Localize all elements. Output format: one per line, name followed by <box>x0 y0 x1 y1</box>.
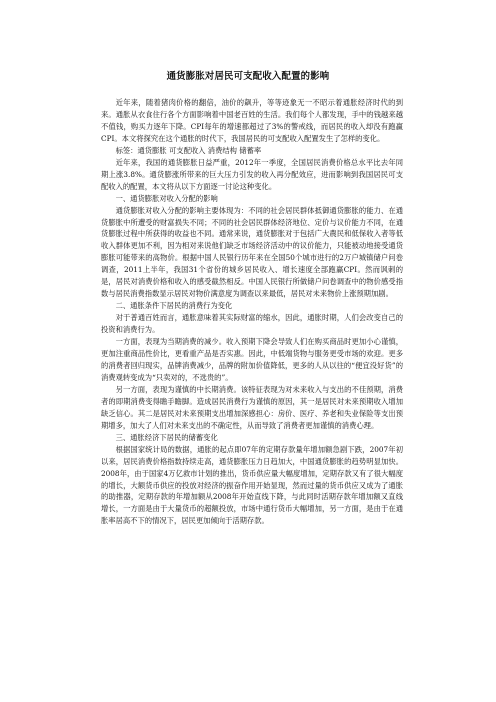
section-2-paragraph-2: 一方面，表现为当期消费的减少。收入预期下降会导致人们在购买商品时更加小心谨慎，更加注重商品性价比，更看重产品是否实惠。因此，中低端货物与服务更受市场的欢迎。更多的消费者回归现实，品牌消费减少，品牌的附加价值降低，更多的人从以往的“便宜没好货”的消费观转变成为“只卖对的，不选贵的”。 <box>101 337 403 382</box>
section-3-paragraph: 根据国家统计局的数据，通胀的起点即07年的定期存款量年增加额急剧下跌，2007年初以来，居民消费价格指数持续走高，通货膨胀压力日趋加大，中国通货膨胀的趋势明显加快。2008年，由于国家4万亿救市计划的推出，货币供应量大幅度增加，定期存款又有了很大幅度的增长，大额货币供应的投放对经济的振奋作用开始显现，然而过量的货币供应又成为了通胀的助推器，定期存款的年增加额从2008年开始直线下降，与此同时活期存款年增加额又直线增长，一方面是由于大量货币的超额投放，市场中通行货币大幅增加，另一方面，是由于在通胀率居高不下的情况下，居民更加倾向于活期存款。 <box>101 444 403 526</box>
section-heading-1: 一、通货膨胀对收入分配的影响 <box>115 193 218 203</box>
section-1-paragraph: 通货膨胀对收入分配的影响主要体现为：不同的社会居民群体抵御通货膨胀的能力、在通货膨胀中所遭受的财富损失不同；不同的社会居民群体经济地位、定价与议价能力不同，在通货膨胀过程中所获得的收益也不同。通常来说，通货膨胀对于包括广大農民和低保收入者等低收入群体更加不利，因为相对来说他们缺乏市场经济活动中的议价能力，只能被动地接受通货膨胀可能带来的高物价。根据中国人民银行历年来在全国50个城市进行的2万户城镇储户问卷调查，2011上半年，我国31个省份的城乡居民收入、增长速度全部跑赢CPI。然而讽刺的是，居民对消费价格和收入的感受截然相反。中国人民银行所做储户问卷调查中的物价感受指数与居民消费指数显示居民对物价满意度为调查以来最低，居民对未来物价上涨预期加剧。 <box>101 205 403 299</box>
document-title: 通货膨胀对居民可支配收入配置的影响 <box>166 71 330 82</box>
keywords-line: 标签：通货膨胀 可支配收入 消费结构 储蓄率 <box>115 145 262 155</box>
document-body <box>101 97 403 527</box>
abstract-paragraph: 近年来，随着猪肉价格的翻倍，油价的飙升，等等迹象无一不昭示着通胀经济时代的到来。通胀从衣食住行各个方面影响着中国老百姓的生活。我们每个人都发现，手中的钱越来越不值钱，购买力逐年下降。CPI每年的增速都超过了3%的警戒线，而居民的收入却没有跑赢CPI。本文将探究在这个通胀的时代下，我国居民的可支配收入配置发生了怎样的变化。 <box>101 98 403 143</box>
section-heading-3: 三、通胀经济下居民的储蓄变化 <box>115 432 218 442</box>
section-heading-2: 二、通胀条件下居民的消费行为变化 <box>115 301 233 311</box>
section-2-paragraph-1: 对于普通百姓而言，通胀意味着其实际财富的缩水，因此，通胀时期，人们会改变自己的投资和消费行为。 <box>101 313 403 335</box>
section-2-paragraph-3: 另一方面，表现为谨慎的中长期消费。该特征表现为对未来收入与支出的不佳预期，消费者的即期消费变得瞻手瞻脚。造成居民消费行为谨慎的原因，其一是居民对未来预期收入增加缺乏信心。其二是居民对未来预期支出增加深感担心：房价、医疗、养老和失业保险等支出预期增多，加大了人们对未来支出的不确定性，从而导致了消费者更加谨慎的消费心理。 <box>101 384 403 430</box>
intro-paragraph: 近年来，我国的通货膨胀日益严重，2012年一季度，全国居民消费价格总水平比去年同期上涨3.8%。通货膨涨所带来的巨大压力引发的收入再分配效应，进而影响到我国居民可支配收入的配置，本文将从以下方面逐一讨论这种变化。 <box>101 157 403 191</box>
